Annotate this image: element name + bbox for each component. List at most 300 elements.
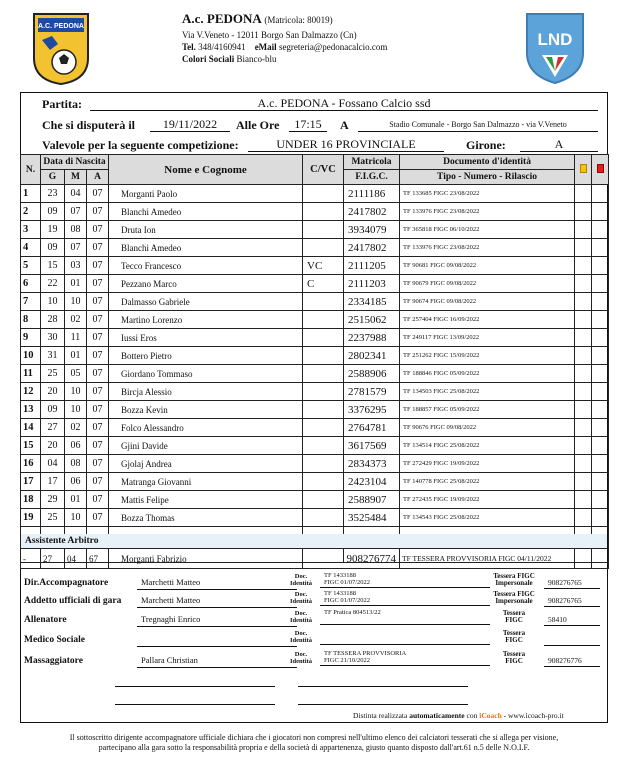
player-cvc: VC bbox=[303, 257, 344, 275]
logo-lnd-text: LND bbox=[537, 30, 573, 49]
player-doc: TF 90681 FIGC 09/08/2022 bbox=[400, 257, 575, 275]
staff-name: Marchetti Matteo bbox=[137, 577, 297, 590]
player-m: 10 bbox=[65, 509, 87, 527]
red-card-cell[interactable] bbox=[592, 311, 609, 329]
staff-tessera-value bbox=[544, 635, 600, 646]
header-data-nascita: Data di Nascita bbox=[41, 155, 109, 170]
club-matricola: (Matricola: 80019) bbox=[264, 15, 333, 25]
tess-label-2: FIGC bbox=[505, 616, 523, 624]
red-card-icon bbox=[597, 164, 604, 173]
distinta-bold: automaticamente bbox=[409, 711, 465, 720]
red-card-header bbox=[592, 155, 609, 185]
staff-tessera-value: 908276776 bbox=[544, 656, 600, 667]
player-doc: TF 134503 FIGC 25/08/2022 bbox=[400, 383, 575, 401]
header-tipo: Tipo - Numero - Rilascio bbox=[400, 170, 575, 185]
player-doc: TF 365818 FIGC 06/10/2022 bbox=[400, 221, 575, 239]
doc-label-2: Identità bbox=[289, 658, 313, 665]
player-n: 9 bbox=[21, 329, 41, 347]
player-doc: TF 188857 FIGC 05/09/2022 bbox=[400, 401, 575, 419]
tess-label-1: Tessera FIGC bbox=[493, 572, 535, 580]
red-card-cell[interactable] bbox=[592, 221, 609, 239]
player-mat: 3376295 bbox=[344, 401, 400, 419]
player-nome: Giordano Tommaso bbox=[109, 365, 303, 383]
player-mat: 3934079 bbox=[344, 221, 400, 239]
player-n: 2 bbox=[21, 203, 41, 221]
header-figc: F.I.G.C. bbox=[344, 170, 400, 185]
player-a: 07 bbox=[87, 473, 109, 491]
player-cvc bbox=[303, 365, 344, 383]
doc-value-1: TF TESSERA PROVVISORIA bbox=[324, 650, 407, 657]
player-nome: Morganti Paolo bbox=[109, 185, 303, 203]
player-doc: TF 90679 FIGC 09/08/2022 bbox=[400, 275, 575, 293]
yellow-card-cell[interactable] bbox=[575, 239, 592, 257]
player-m: 03 bbox=[65, 257, 87, 275]
distinta-con: con bbox=[466, 711, 478, 720]
player-n: 8 bbox=[21, 311, 41, 329]
icoach-brand: iCoach bbox=[479, 711, 502, 720]
player-m: 02 bbox=[65, 311, 87, 329]
doc-value-2: FIGC 01/07/2022 bbox=[324, 597, 371, 604]
yellow-card-cell[interactable] bbox=[575, 383, 592, 401]
competizione-label: Valevole per la seguente competizione: bbox=[42, 138, 239, 152]
player-nome: Mattis Felipe bbox=[109, 491, 303, 509]
player-g: 10 bbox=[41, 293, 65, 311]
yellow-card-header bbox=[575, 155, 592, 185]
blank-line bbox=[115, 704, 275, 705]
player-m: 06 bbox=[65, 473, 87, 491]
staff-label: Dir.Accompagnatore bbox=[24, 578, 109, 588]
stadio-value: Stadio Comunale - Borgo San Dalmazzo - via V.Veneto bbox=[358, 118, 598, 132]
player-g: 19 bbox=[41, 221, 65, 239]
player-nome: Gjolaj Andrea bbox=[109, 455, 303, 473]
player-row bbox=[21, 239, 609, 257]
red-card-cell[interactable] bbox=[592, 401, 609, 419]
player-mat: 2588906 bbox=[344, 365, 400, 383]
staff-tessera-label bbox=[482, 610, 546, 624]
player-g: 20 bbox=[41, 383, 65, 401]
doc-label-1: Doc. bbox=[294, 651, 308, 658]
logo-text: A.C. PEDONA bbox=[38, 23, 84, 30]
player-mat: 2417802 bbox=[344, 239, 400, 257]
player-doc: TF 257404 FIGC 16/09/2022 bbox=[400, 311, 575, 329]
player-m: 06 bbox=[65, 437, 87, 455]
staff-label: Allenatore bbox=[24, 615, 67, 625]
yellow-card-cell[interactable] bbox=[575, 329, 592, 347]
player-row bbox=[21, 185, 609, 203]
player-n: 6 bbox=[21, 275, 41, 293]
yellow-card-cell[interactable] bbox=[575, 311, 592, 329]
header-g: G bbox=[41, 170, 65, 185]
assistente-row bbox=[21, 549, 609, 569]
doc-label-2: Identità bbox=[289, 617, 313, 624]
player-mat: 2834373 bbox=[344, 455, 400, 473]
player-row bbox=[21, 293, 609, 311]
header-nome: Nome e Cognome bbox=[109, 155, 303, 185]
staff-name bbox=[137, 634, 297, 647]
header-m: M bbox=[65, 170, 87, 185]
player-row bbox=[21, 257, 609, 275]
doc-label-2: Identità bbox=[289, 598, 313, 605]
assistente-m: 04 bbox=[65, 549, 87, 569]
yellow-card-cell[interactable] bbox=[575, 185, 592, 203]
staff-doc-label bbox=[287, 630, 315, 644]
player-g: 09 bbox=[41, 203, 65, 221]
tel-label: Tel. bbox=[182, 42, 196, 52]
header-matricola: Matricola bbox=[344, 155, 400, 170]
player-doc: TF 90676 FIGC 09/08/2022 bbox=[400, 419, 575, 437]
player-cvc bbox=[303, 203, 344, 221]
staff-doc-label bbox=[287, 651, 315, 665]
player-doc: TF 188846 FIGC 05/09/2022 bbox=[400, 365, 575, 383]
yellow-card-cell[interactable] bbox=[575, 509, 592, 527]
doc-value-1: TF 1433188 bbox=[324, 590, 356, 597]
colori-value: Bianco-blu bbox=[236, 54, 277, 64]
player-n: 17 bbox=[21, 473, 41, 491]
player-m: 10 bbox=[65, 293, 87, 311]
staff-tessera-value: 908276765 bbox=[544, 578, 600, 589]
player-g: 15 bbox=[41, 257, 65, 275]
player-cvc bbox=[303, 383, 344, 401]
blank-line bbox=[115, 686, 275, 687]
ore-value: 17:15 bbox=[289, 118, 327, 132]
blank-line bbox=[298, 704, 468, 705]
red-card-cell[interactable] bbox=[592, 293, 609, 311]
player-nome: Bozza Kevin bbox=[109, 401, 303, 419]
tess-label-2: Impersonale bbox=[495, 579, 533, 587]
player-row bbox=[21, 437, 609, 455]
footer-line-2: partecipano alla gara sotto la responsabilità propria e della società di appartenenza, giusto quanto disposto dall'art.61 n.5 delle N.O.I.F. bbox=[98, 743, 530, 752]
player-n: 15 bbox=[21, 437, 41, 455]
club-address: Via V.Veneto - 12011 Borgo San Dalmazzo (Cn) bbox=[182, 30, 357, 40]
ore-label: Alle Ore bbox=[236, 118, 280, 132]
player-a: 07 bbox=[87, 293, 109, 311]
club-name: A.c. PEDONA bbox=[182, 11, 262, 26]
distinta-pre: Distinta realizzata bbox=[353, 711, 408, 720]
player-mat: 3617569 bbox=[344, 437, 400, 455]
player-nome: Bottero Pietro bbox=[109, 347, 303, 365]
player-cvc: C bbox=[303, 275, 344, 293]
email-label: eMail bbox=[254, 42, 277, 52]
doc-label-2: Identità bbox=[289, 580, 313, 587]
player-mat: 2111203 bbox=[344, 275, 400, 293]
player-nome: Folco Alessandro bbox=[109, 419, 303, 437]
player-a: 07 bbox=[87, 221, 109, 239]
player-mat: 2764781 bbox=[344, 419, 400, 437]
player-mat: 2111186 bbox=[344, 185, 400, 203]
yellow-card-cell[interactable] bbox=[575, 437, 592, 455]
assistente-nome: Morganti Fabrizio bbox=[109, 549, 303, 569]
player-mat: 2515062 bbox=[344, 311, 400, 329]
staff-doc-value bbox=[320, 609, 490, 625]
red-card-cell[interactable] bbox=[592, 473, 609, 491]
player-doc: TF 134514 FIGC 25/08/2022 bbox=[400, 437, 575, 455]
player-doc: TF 134543 FIGC 25/08/2022 bbox=[400, 509, 575, 527]
header-cvc: C/VC bbox=[303, 155, 344, 185]
staff-row bbox=[22, 572, 607, 592]
yellow-card-cell[interactable] bbox=[575, 473, 592, 491]
player-row bbox=[21, 491, 609, 509]
player-nome: Bozza Thomas bbox=[109, 509, 303, 527]
assistente-g: 27 bbox=[41, 549, 65, 569]
yellow-card-cell[interactable] bbox=[575, 221, 592, 239]
yellow-card-cell[interactable] bbox=[575, 365, 592, 383]
player-row bbox=[21, 329, 609, 347]
yellow-card-cell[interactable] bbox=[575, 419, 592, 437]
assistente-header: Assistente Arbitro bbox=[21, 534, 607, 548]
red-card-cell[interactable] bbox=[592, 365, 609, 383]
player-row bbox=[21, 455, 609, 473]
red-card-cell[interactable] bbox=[592, 455, 609, 473]
staff-label: Medico Sociale bbox=[24, 635, 85, 645]
doc-label-2: Identità bbox=[289, 637, 313, 644]
player-a: 07 bbox=[87, 437, 109, 455]
assistente-matricola: 908276774 bbox=[303, 549, 400, 569]
staff-doc-value bbox=[320, 572, 490, 588]
partita-label: Partita: bbox=[42, 97, 82, 111]
player-m: 08 bbox=[65, 221, 87, 239]
tess-label-1: Tessera bbox=[502, 609, 526, 617]
footer-line-1: Il sottoscritto dirigente accompagnatore ufficiale dichiara che i giocatori non compresi nell'ultimo elenco dei calciatori tesserati che si allega per visione, bbox=[69, 733, 559, 742]
player-cvc bbox=[303, 311, 344, 329]
player-n: 16 bbox=[21, 455, 41, 473]
tel-value: 348/4160941 bbox=[198, 42, 246, 52]
assistente-documento: TF TESSERA PROVVISORIA FIGC 04/11/2022 bbox=[400, 549, 575, 569]
player-doc: TF 272435 FIGC 19/09/2022 bbox=[400, 491, 575, 509]
red-card-cell[interactable] bbox=[592, 383, 609, 401]
yellow-card-cell[interactable] bbox=[575, 257, 592, 275]
staff-doc-value bbox=[320, 590, 490, 606]
staff-name: Tregnaghi Enrico bbox=[137, 614, 297, 627]
player-row bbox=[21, 275, 609, 293]
player-mat: 2237988 bbox=[344, 329, 400, 347]
player-cvc bbox=[303, 491, 344, 509]
player-a: 07 bbox=[87, 275, 109, 293]
player-g: 25 bbox=[41, 509, 65, 527]
player-a: 07 bbox=[87, 491, 109, 509]
player-mat: 2417802 bbox=[344, 203, 400, 221]
assistente-a: 67 bbox=[87, 549, 109, 569]
luogo-label: A bbox=[340, 118, 349, 132]
red-card-cell[interactable] bbox=[592, 185, 609, 203]
tess-label-1: Tessera bbox=[502, 629, 526, 637]
player-cvc bbox=[303, 347, 344, 365]
player-n: 1 bbox=[21, 185, 41, 203]
red-card-cell[interactable] bbox=[592, 419, 609, 437]
player-a: 07 bbox=[87, 185, 109, 203]
player-row bbox=[21, 311, 609, 329]
player-g: 28 bbox=[41, 311, 65, 329]
player-nome: Tecco Francesco bbox=[109, 257, 303, 275]
player-doc: TF 249117 FIGC 13/09/2022 bbox=[400, 329, 575, 347]
red-card-cell[interactable] bbox=[592, 257, 609, 275]
player-mat: 3525484 bbox=[344, 509, 400, 527]
player-m: 07 bbox=[65, 203, 87, 221]
player-cvc bbox=[303, 509, 344, 527]
player-n: 10 bbox=[21, 347, 41, 365]
assistente-table bbox=[20, 548, 609, 569]
red-card-cell[interactable] bbox=[592, 239, 609, 257]
player-a: 07 bbox=[87, 257, 109, 275]
player-doc: TF 90674 FIGC 09/08/2022 bbox=[400, 293, 575, 311]
player-a: 07 bbox=[87, 455, 109, 473]
staff-name: Marchetti Matteo bbox=[137, 595, 297, 608]
player-g: 09 bbox=[41, 401, 65, 419]
player-m: 10 bbox=[65, 383, 87, 401]
player-n: 14 bbox=[21, 419, 41, 437]
lnd-logo bbox=[524, 11, 586, 85]
player-n: 13 bbox=[21, 401, 41, 419]
player-a: 07 bbox=[87, 239, 109, 257]
red-card-cell[interactable] bbox=[592, 347, 609, 365]
red-card-cell[interactable] bbox=[592, 509, 609, 527]
player-m: 11 bbox=[65, 329, 87, 347]
player-nome: Martino Lorenzo bbox=[109, 311, 303, 329]
assistente-n: - bbox=[21, 549, 41, 569]
distinta-link: - www.icoach-pro.it bbox=[503, 711, 564, 720]
doc-label-1: Doc. bbox=[294, 573, 308, 580]
player-nome: Gjini Davide bbox=[109, 437, 303, 455]
tess-label-2: FIGC bbox=[505, 636, 523, 644]
player-n: 7 bbox=[21, 293, 41, 311]
player-a: 07 bbox=[87, 509, 109, 527]
player-m: 08 bbox=[65, 455, 87, 473]
player-cvc bbox=[303, 293, 344, 311]
data-value: 19/11/2022 bbox=[150, 118, 230, 132]
player-n: 4 bbox=[21, 239, 41, 257]
player-a: 07 bbox=[87, 383, 109, 401]
player-nome: Blanchi Amedeo bbox=[109, 239, 303, 257]
player-a: 07 bbox=[87, 311, 109, 329]
red-card-cell[interactable] bbox=[592, 437, 609, 455]
player-row bbox=[21, 509, 609, 527]
header-a: A bbox=[87, 170, 109, 185]
tess-label-1: Tessera bbox=[502, 650, 526, 658]
yellow-card-cell[interactable] bbox=[575, 347, 592, 365]
player-row bbox=[21, 401, 609, 419]
player-n: 12 bbox=[21, 383, 41, 401]
player-n: 5 bbox=[21, 257, 41, 275]
player-n: 19 bbox=[21, 509, 41, 527]
player-mat: 2334185 bbox=[344, 293, 400, 311]
player-a: 07 bbox=[87, 365, 109, 383]
player-doc: TF 272429 FIGC 19/09/2022 bbox=[400, 455, 575, 473]
red-card-cell[interactable] bbox=[592, 491, 609, 509]
doc-label-1: Doc. bbox=[294, 591, 308, 598]
tess-label-2: Impersonale bbox=[495, 597, 533, 605]
player-mat: 2588907 bbox=[344, 491, 400, 509]
distinta-note bbox=[353, 711, 564, 720]
player-cvc bbox=[303, 185, 344, 203]
doc-value-1: TF 1433188 bbox=[324, 572, 356, 579]
club-header bbox=[182, 10, 387, 65]
player-row bbox=[21, 473, 609, 491]
staff-tessera-label bbox=[482, 651, 546, 665]
player-n: 18 bbox=[21, 491, 41, 509]
player-mat: 2111205 bbox=[344, 257, 400, 275]
yellow-card-cell[interactable] bbox=[575, 455, 592, 473]
player-m: 01 bbox=[65, 275, 87, 293]
player-cvc bbox=[303, 455, 344, 473]
staff-doc-value bbox=[320, 629, 490, 645]
player-g: 04 bbox=[41, 455, 65, 473]
player-cvc bbox=[303, 239, 344, 257]
player-g: 23 bbox=[41, 185, 65, 203]
yellow-card-cell[interactable] bbox=[575, 401, 592, 419]
player-a: 07 bbox=[87, 347, 109, 365]
player-nome: Matranga Giovanni bbox=[109, 473, 303, 491]
player-g: 22 bbox=[41, 275, 65, 293]
staff-row bbox=[22, 609, 607, 629]
competizione-value: UNDER 16 PROVINCIALE bbox=[248, 138, 444, 152]
yellow-card-cell[interactable] bbox=[575, 491, 592, 509]
player-row bbox=[21, 383, 609, 401]
player-m: 01 bbox=[65, 347, 87, 365]
player-nome: Iussi Eros bbox=[109, 329, 303, 347]
header-n: N. bbox=[21, 155, 41, 185]
player-doc: TF 133976 FIGC 23/08/2022 bbox=[400, 239, 575, 257]
player-nome: Bircja Alessio bbox=[109, 383, 303, 401]
player-doc: TF 251262 FIGC 15/09/2022 bbox=[400, 347, 575, 365]
player-m: 02 bbox=[65, 419, 87, 437]
doc-value-2: FIGC 01/07/2022 bbox=[324, 579, 371, 586]
player-cvc bbox=[303, 437, 344, 455]
yellow-card-cell[interactable] bbox=[575, 293, 592, 311]
player-g: 09 bbox=[41, 239, 65, 257]
player-a: 07 bbox=[87, 203, 109, 221]
player-cvc bbox=[303, 329, 344, 347]
header-documento: Documento d'identità bbox=[400, 155, 575, 170]
player-doc: TF 133685 FIGC 23/08/2022 bbox=[400, 185, 575, 203]
player-g: 27 bbox=[41, 419, 65, 437]
player-m: 05 bbox=[65, 365, 87, 383]
staff-name: Pallara Christian bbox=[137, 655, 297, 668]
player-m: 07 bbox=[65, 239, 87, 257]
staff-tessera-label bbox=[482, 630, 546, 644]
player-m: 01 bbox=[65, 491, 87, 509]
doc-value-1: TF Pratica 804513/22 bbox=[324, 609, 381, 616]
staff-row bbox=[22, 650, 607, 670]
player-g: 30 bbox=[41, 329, 65, 347]
red-card-cell[interactable] bbox=[592, 203, 609, 221]
staff-tessera-value: 58410 bbox=[544, 615, 600, 626]
red-card-cell[interactable] bbox=[592, 329, 609, 347]
staff-label: Massaggiatore bbox=[24, 656, 83, 666]
yellow-card-cell[interactable] bbox=[575, 203, 592, 221]
yellow-card-cell[interactable] bbox=[575, 275, 592, 293]
player-cvc bbox=[303, 401, 344, 419]
player-doc: TF 133976 FIGC 23/08/2022 bbox=[400, 203, 575, 221]
data-label: Che si disputerà il bbox=[42, 118, 136, 132]
staff-doc-label bbox=[287, 591, 315, 605]
player-mat: 2423104 bbox=[344, 473, 400, 491]
girone-value: A bbox=[520, 138, 598, 152]
player-g: 29 bbox=[41, 491, 65, 509]
player-row bbox=[21, 203, 609, 221]
player-mat: 2802341 bbox=[344, 347, 400, 365]
staff-label: Addetto ufficiali di gara bbox=[24, 596, 122, 606]
red-card-cell[interactable] bbox=[592, 275, 609, 293]
player-nome: Pezzano Marco bbox=[109, 275, 303, 293]
player-n: 3 bbox=[21, 221, 41, 239]
doc-value-2: FIGC 21/10/2022 bbox=[324, 657, 371, 664]
blank-line bbox=[298, 686, 468, 687]
girone-label: Girone: bbox=[466, 138, 506, 152]
player-mat: 2781579 bbox=[344, 383, 400, 401]
player-n: 11 bbox=[21, 365, 41, 383]
player-nome: Druta Ion bbox=[109, 221, 303, 239]
player-cvc bbox=[303, 419, 344, 437]
player-g: 25 bbox=[41, 365, 65, 383]
